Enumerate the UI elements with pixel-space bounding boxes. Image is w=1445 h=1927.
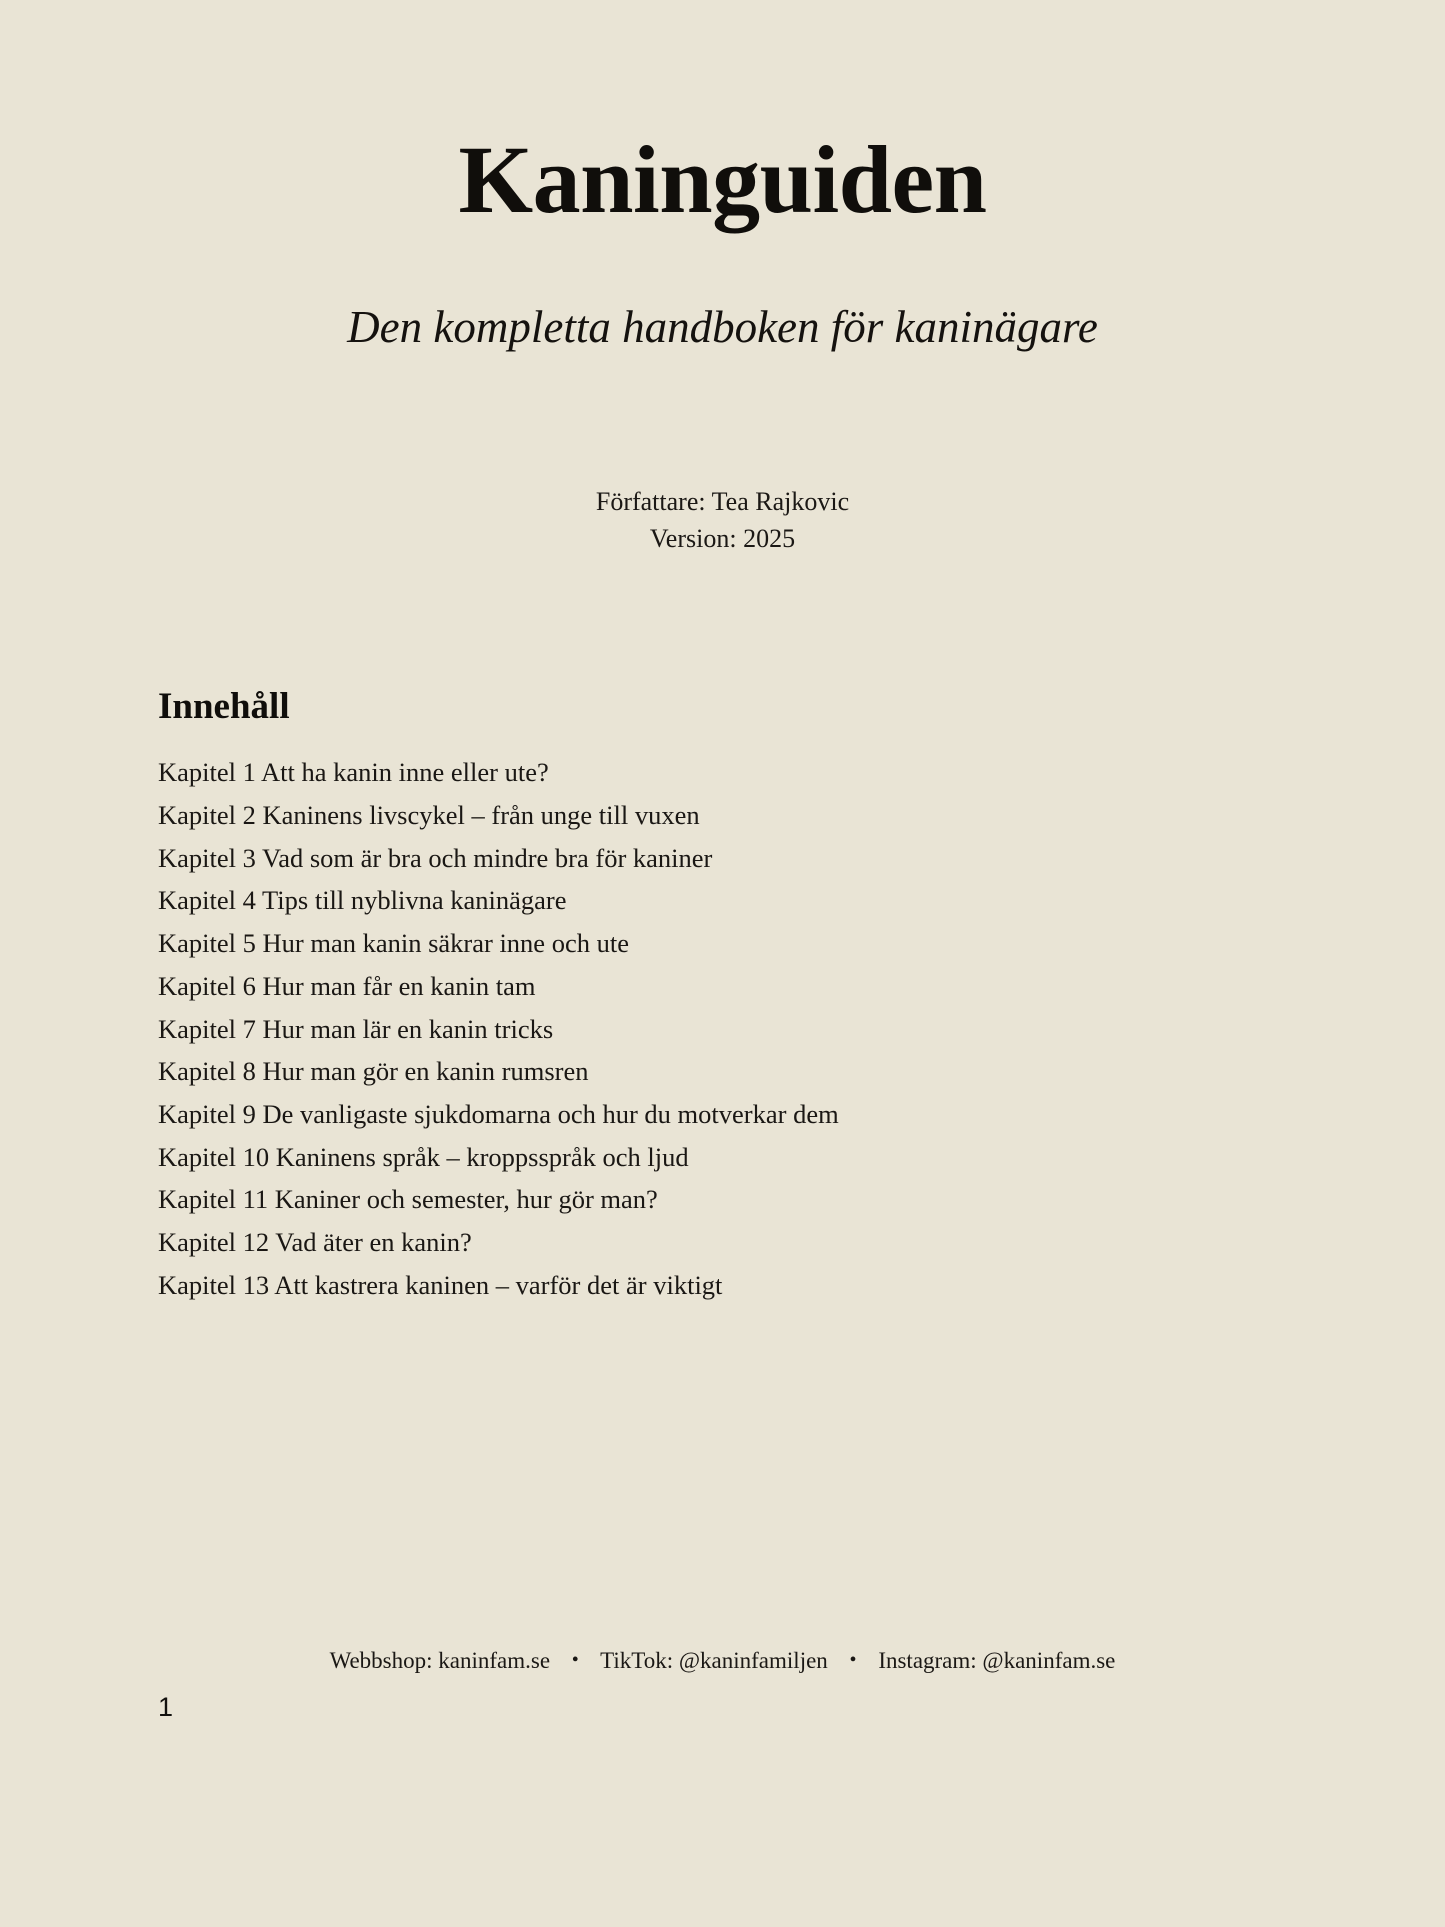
bullet-separator-icon: • [571, 1649, 579, 1671]
author-line: Författare: Tea Rajkovic [595, 487, 850, 516]
toc-item[interactable]: Kapitel 2 Kaninens livscykel – från unge till vuxen [158, 800, 700, 831]
toc-item[interactable]: Kapitel 12 Vad äter en kanin? [158, 1226, 472, 1257]
title-block [0, 128, 1445, 354]
footer-instagram[interactable]: Instagram: @kaninfam.se [878, 1648, 1116, 1673]
table-of-contents [158, 685, 1325, 1314]
toc-item[interactable]: Kapitel 7 Hur man lär en kanin tricks [158, 1013, 554, 1044]
toc-item[interactable]: Kapitel 3 Vad som är bra och mindre bra för kaniner [158, 842, 713, 873]
toc-item[interactable]: Kapitel 13 Att kastrera kaninen – varför det är viktigt [158, 1269, 723, 1300]
footer [0, 1648, 1445, 1674]
toc-item[interactable]: Kapitel 1 Att ha kanin inne eller ute? [158, 757, 549, 788]
footer-links [330, 1648, 1116, 1674]
contents-heading: Innehåll [158, 686, 290, 727]
footer-tiktok[interactable]: TikTok: @kaninfamiljen [600, 1648, 828, 1673]
toc-item[interactable]: Kapitel 10 Kaninens språk – kroppsspråk och ljud [158, 1141, 689, 1172]
page-number: 1 [158, 1692, 174, 1722]
version-line: Version: 2025 [649, 523, 796, 553]
page-subtitle: Den kompletta handboken för kaninägare [347, 301, 1098, 352]
document-meta [0, 484, 1445, 558]
bullet-separator-icon: • [849, 1649, 857, 1671]
toc-item[interactable]: Kapitel 9 De vanligaste sjukdomarna och hur du motverkar dem [158, 1098, 839, 1129]
toc-list [158, 759, 1325, 1298]
page-title: Kaninguiden [458, 126, 987, 233]
footer-webshop[interactable]: Webbshop: kaninfam.se [329, 1648, 551, 1673]
toc-item[interactable]: Kapitel 6 Hur man får en kanin tam [158, 970, 536, 1001]
toc-item[interactable]: Kapitel 5 Hur man kanin säkrar inne och ute [158, 928, 629, 959]
toc-item[interactable]: Kapitel 4 Tips till nyblivna kaninägare [158, 885, 567, 916]
toc-item[interactable]: Kapitel 11 Kaniner och semester, hur gör man? [158, 1184, 658, 1215]
toc-item[interactable]: Kapitel 8 Hur man gör en kanin rumsren [158, 1056, 589, 1087]
